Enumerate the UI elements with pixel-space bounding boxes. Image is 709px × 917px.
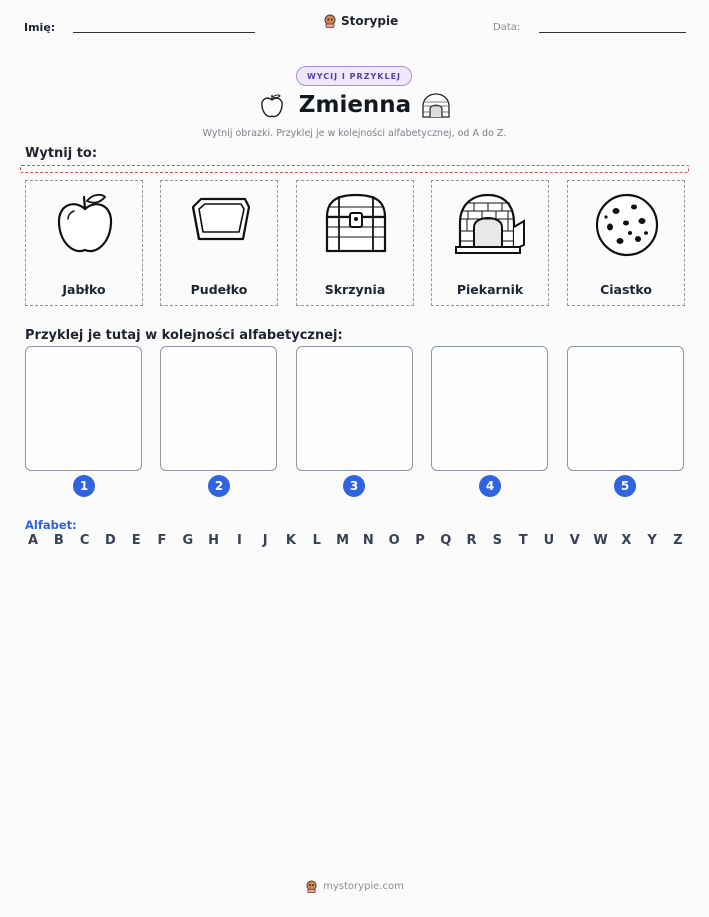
cut-card-label: Pudełko	[190, 282, 248, 297]
slot-number: 4	[479, 475, 501, 497]
footer-link[interactable]: mystorypie.com	[323, 881, 404, 892]
brick-oven-icon	[420, 92, 452, 120]
alphabet-letter: U	[543, 533, 555, 548]
alphabet-letter: W	[593, 533, 608, 548]
alphabet-letter: D	[104, 533, 116, 548]
date-line[interactable]	[539, 32, 686, 33]
paste-slot-4[interactable]	[431, 346, 548, 471]
cut-heading: Wytnij to:	[25, 146, 98, 161]
alphabet-label: Alfabet:	[25, 518, 77, 532]
cut-card-label: Ciastko	[600, 282, 652, 297]
alphabet-letter: T	[518, 533, 528, 548]
brick-oven-icon	[454, 187, 528, 261]
paste-slot-2[interactable]	[160, 346, 277, 471]
alphabet-letter: Q	[440, 533, 452, 548]
slot-number: 5	[614, 475, 636, 497]
alphabet-letter: Z	[673, 533, 683, 548]
slot-number: 1	[73, 475, 95, 497]
worksheet-title: Zmienna	[298, 92, 412, 118]
alphabet-letter: P	[415, 533, 425, 548]
logo-text: Storypie	[341, 14, 399, 28]
cut-card-piekarnik[interactable]	[431, 180, 549, 306]
paste-heading: Przyklej je tutaj w kolejności alfabetycznej:	[25, 328, 343, 343]
slot-number: 2	[208, 475, 230, 497]
alphabet-letter: B	[53, 533, 64, 548]
alphabet-letter: Y	[647, 533, 657, 548]
alphabet-letter: H	[208, 533, 220, 548]
activity-badge: WYCIJ I PRZYKLEJ	[296, 66, 412, 86]
alphabet-letter: J	[262, 533, 268, 548]
slot-number: 3	[343, 475, 365, 497]
alphabet-letter: I	[236, 533, 242, 548]
alphabet-letter: C	[79, 533, 90, 548]
alphabet-letter: O	[388, 533, 400, 548]
cut-card-skrzynia[interactable]	[296, 180, 414, 306]
cut-card-label: Piekarnik	[456, 282, 524, 297]
alphabet-letter: L	[312, 533, 321, 548]
storypie-mascot-icon	[305, 880, 318, 893]
storypie-mascot-icon	[323, 14, 337, 28]
cut-card-ciastko[interactable]	[567, 180, 685, 306]
alphabet-letter: M	[336, 533, 350, 548]
cut-line	[20, 165, 689, 173]
date-label: Data:	[493, 22, 521, 33]
alphabet-letter: K	[285, 533, 296, 548]
box-icon	[183, 187, 257, 261]
footer	[0, 880, 709, 893]
paste-slot-1[interactable]	[25, 346, 142, 471]
apple-icon	[258, 92, 286, 120]
instructions: Wytnij obrazki. Przyklej je w kolejności alfabetycznej, od A do Z.	[202, 128, 507, 139]
alphabet-row	[25, 533, 686, 548]
alphabet-letter: X	[621, 533, 632, 548]
alphabet-letter: V	[569, 533, 580, 548]
alphabet-letter: N	[362, 533, 374, 548]
cut-card-jablko[interactable]	[25, 180, 143, 306]
storypie-logo	[323, 14, 398, 28]
paste-slot-3[interactable]	[296, 346, 413, 471]
paste-slot-5[interactable]	[567, 346, 684, 471]
alphabet-letter: S	[492, 533, 503, 548]
alphabet-letter: F	[157, 533, 167, 548]
cut-card-label: Jabłko	[62, 282, 106, 297]
alphabet-letter: G	[182, 533, 194, 548]
alphabet-letter: A	[27, 533, 39, 548]
apple-icon	[48, 187, 122, 261]
treasure-chest-icon	[319, 187, 393, 261]
name-line[interactable]	[73, 32, 255, 33]
name-label: Imię:	[24, 21, 56, 34]
cookie-icon	[590, 187, 664, 261]
alphabet-letter: E	[131, 533, 141, 548]
alphabet-letter: R	[466, 533, 477, 548]
cut-card-label: Skrzynia	[324, 282, 386, 297]
cut-card-pudelko[interactable]	[160, 180, 278, 306]
